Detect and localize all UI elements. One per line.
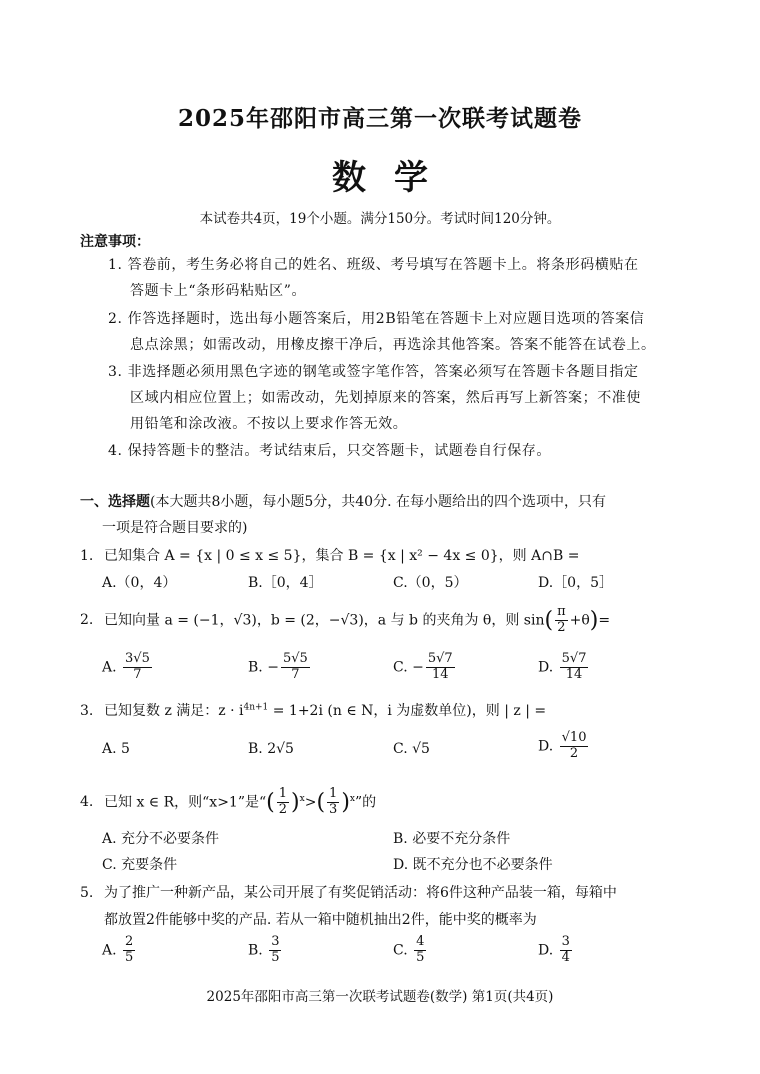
section-label: 一、选择题 <box>80 494 150 510</box>
q4-option-a: A. 充分不必要条件 <box>102 831 220 847</box>
q3-option-a: A. 5 <box>102 741 130 757</box>
subject-title: 数学 <box>332 158 456 198</box>
q4-option-c: C. 充要条件 <box>102 857 178 873</box>
question-5-number: 5. <box>80 885 94 901</box>
notice-item-3-line-2: 区域内相应位置上；如需改动，先划掉原来的答案，然后再写上新答案；不准使 <box>130 390 641 406</box>
question-3-number: 3. <box>80 703 94 719</box>
q1-option-c: C.（0，5） <box>393 575 468 591</box>
q2-stem-fraction: $\frac{\pi}{2}$ <box>557 604 566 635</box>
q5-option-d: D. $\frac{3}{4}$ <box>538 934 570 965</box>
q2-option-b: B. − $\frac{5√5}{7}$ <box>248 651 308 682</box>
q1-option-a: A.（0，4） <box>102 575 177 591</box>
question-2: 2. 已知向量 a = (−1，√3)，b = (2，−√3)，a 与 b 的夹角为 θ，则 sin( $\frac{\pi}{2}$ +θ)= <box>80 604 611 635</box>
question-1-stem: 已知集合 A = {x | 0 ≤ x ≤ 5}，集合 B = {x | x² − 4x ≤ 0}，则 A∩B = <box>104 548 580 564</box>
question-4: 4. 已知 x ∈ R，则“x>1”是“( $\frac{1}{2}$ )$^x$>( $\frac{1}{3}$ )$^x$”的 <box>80 786 377 817</box>
question-3 <box>80 700 546 720</box>
section-desc-1: (本大题共8小题，每小题5分，共40分. 在每小题给出的四个选项中，只有 <box>150 494 606 510</box>
q1-option-b: B.［0，4］ <box>248 575 323 591</box>
q4-stem-a: 已知 x ∈ R，则“x>1”是“ <box>104 794 267 811</box>
section-desc-2: 一项是符合题目要求的) <box>102 520 248 536</box>
question-2-number: 2. <box>80 612 94 629</box>
q2-stem-tail: +θ <box>569 612 590 629</box>
q5-option-a: A. $\frac{2}{5}$ <box>102 934 134 965</box>
notice-item-2-line-1: 2. 作答选择题时，选出每小题答案后，用2B铅笔在答题卡上对应题目选项的答案信 <box>108 311 645 327</box>
q2-option-a: A. $\frac{3√5}{7}$ <box>102 651 150 682</box>
q5-option-b: B. $\frac{3}{5}$ <box>248 934 280 965</box>
q5-line-1: 为了推广一种新产品，某公司开展了有奖促销活动：将6件这种产品装一箱，每箱中 <box>104 885 617 901</box>
q3-stem-b: = 1+2i (n ∈ N，i 为虚数单位)，则 | z | = <box>268 703 547 719</box>
q3-option-c: C. √5 <box>393 741 430 757</box>
notice-item-3-line-1: 3. 非选择题必须用黑色字迹的钢笔或签字笔作答，答案必须写在答题卡各题目指定 <box>108 364 639 380</box>
q4-option-d: D. 既不充分也不必要条件 <box>393 857 553 873</box>
notice-item-1-line-1: 1. 答卷前，考生务必将自己的姓名、班级、考号填写在答题卡上。将条形码横贴在 <box>108 257 639 273</box>
q3-stem-a: 已知复数 z 满足：z · i <box>104 703 244 719</box>
q5-option-c: C. $\frac{4}{5}$ <box>393 934 425 965</box>
question-1 <box>80 545 579 565</box>
page-footer: 2025年邵阳市高三第一次联考试题卷(数学) 第1页(共4页) <box>206 989 554 1005</box>
question-4-number: 4. <box>80 794 94 811</box>
exam-title: 2025年邵阳市高三第一次联考试题卷 <box>177 105 582 132</box>
q3-option-d: D. $\frac{√10}{2}$ <box>538 730 587 761</box>
notice-item-2-line-2: 息点涂黑；如需改动，用橡皮擦干净后，再选涂其他答案。答案不能答在试卷上。 <box>130 337 656 353</box>
notice-heading: 注意事项： <box>80 234 150 250</box>
question-1-number: 1. <box>80 548 94 564</box>
q2-option-c: C. − $\frac{5√7}{14}$ <box>393 651 453 682</box>
notice-item-1-line-2: 答题卡上“条形码粘贴区”。 <box>130 283 307 299</box>
q2-option-d: D. $\frac{5√7}{14}$ <box>538 651 587 682</box>
q3-exponent: 4n+1 <box>243 702 269 713</box>
exam-intro: 本试卷共4页，19个小题。满分150分。考试时间120分钟。 <box>199 211 561 227</box>
q2-stem-equals: = <box>598 612 611 629</box>
question-2-stem: 已知向量 a = (−1，√3)，b = (2，−√3)，a 与 b 的夹角为 θ，则 sin <box>104 612 545 629</box>
q4-stem-b: ”的 <box>354 794 377 811</box>
section-heading <box>80 491 606 511</box>
q3-option-b: B. 2√5 <box>248 741 294 757</box>
q1-option-d: D.［0，5］ <box>538 575 613 591</box>
question-5 <box>80 882 617 902</box>
notice-item-4-line-1: 4. 保持答题卡的整洁。考试结束后，只交答题卡，试题卷自行保存。 <box>108 443 552 459</box>
q4-option-b: B. 必要不充分条件 <box>393 831 511 847</box>
q5-line-2: 都放置2件能够中奖的产品. 若从一箱中随机抽出2件，能中奖的概率为 <box>104 912 537 928</box>
notice-item-3-line-3: 用铅笔和涂改液。不按以上要求作答无效。 <box>130 416 408 432</box>
